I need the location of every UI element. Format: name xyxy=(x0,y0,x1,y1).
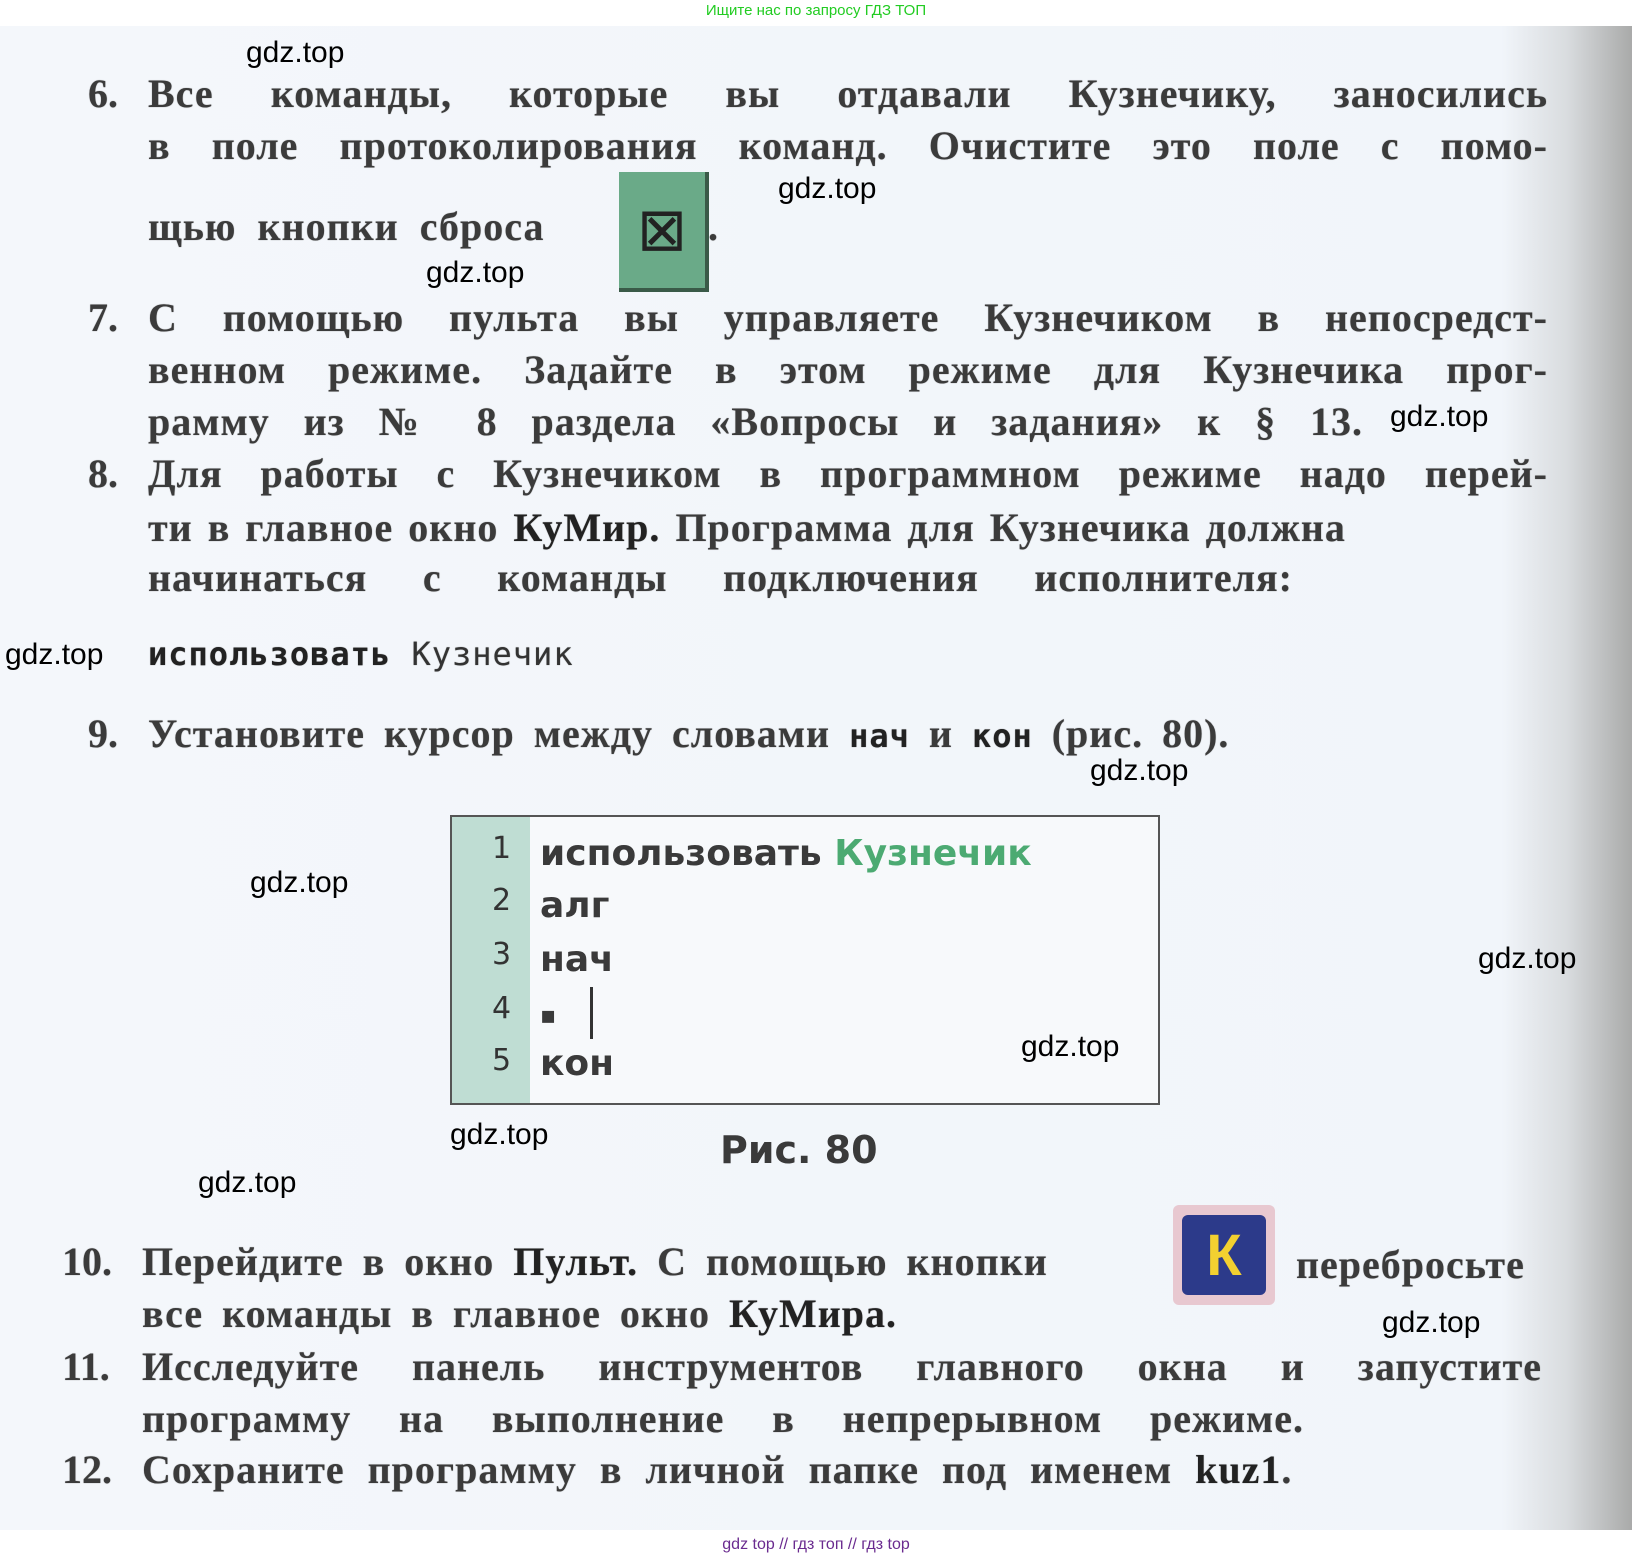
code-word: нач xyxy=(849,717,910,755)
text: Сохраните программу в личной папке под именем xyxy=(142,1447,1196,1492)
item-number: 6. xyxy=(88,71,118,116)
text-cursor xyxy=(590,987,593,1039)
watermark: gdz.top xyxy=(198,1166,297,1199)
watermark: gdz.top xyxy=(1478,942,1577,975)
watermark: gdz.top xyxy=(246,36,345,69)
k-icon: К xyxy=(1182,1215,1266,1295)
item-number: 11. xyxy=(62,1344,110,1389)
item-7-line-1: С помощью пульта вы управляете Кузнечиком в непосредст- xyxy=(148,295,1548,340)
watermark: gdz.top xyxy=(426,256,525,289)
code-line xyxy=(540,833,1032,874)
line-number: 2 xyxy=(492,883,512,918)
item-8-line-3: начинаться с команды подключения исполнителя: xyxy=(148,555,1293,600)
item-number: 7. xyxy=(88,295,118,340)
item-11-line-1: Исследуйте панель инструментов главного окна и запустите xyxy=(142,1344,1542,1389)
line-number: 4 xyxy=(492,991,512,1026)
text: С помощью кнопки xyxy=(638,1239,1048,1284)
code-line: кон xyxy=(540,1043,615,1084)
item-10-line-1 xyxy=(142,1238,1048,1286)
text: . xyxy=(1281,1447,1293,1492)
watermark: gdz.top xyxy=(778,172,877,205)
item-number: 8. xyxy=(88,451,118,496)
text: все команды в главное окно xyxy=(142,1291,729,1336)
watermark: gdz.top xyxy=(1090,754,1189,787)
item-6-line-3: щью кнопки сброса xyxy=(148,204,545,249)
code-use-line xyxy=(148,630,574,678)
item-number: 10. xyxy=(62,1239,112,1284)
code-executor-name: Кузнечик xyxy=(834,833,1032,874)
item-6-line-1: Все команды, которые вы отдавали Кузнечику, заносились xyxy=(148,71,1548,116)
line-number: 1 xyxy=(492,831,512,866)
watermark: gdz.top xyxy=(250,866,349,899)
watermark: gdz.top xyxy=(1021,1030,1120,1063)
bottom-banner: gdz top // гдз топ // гдз top xyxy=(722,1536,910,1553)
item-number: 9. xyxy=(88,711,118,756)
item-6-period: . xyxy=(708,204,719,249)
line-number: 5 xyxy=(492,1043,512,1078)
code-line: алг xyxy=(540,885,610,926)
text: (рис. 80). xyxy=(1032,711,1230,756)
kumir-term: КуМира. xyxy=(729,1291,898,1336)
line-number-gutter xyxy=(452,817,530,1103)
code-line: нач xyxy=(540,939,614,980)
figure-caption: Рис. 80 xyxy=(720,1128,878,1172)
item-10-line-1-end: перебросьте xyxy=(1296,1242,1525,1287)
watermark: gdz.top xyxy=(1382,1306,1481,1339)
line-number: 3 xyxy=(492,937,512,972)
item-7-line-3: рамму из № 8 раздела «Вопросы и задания» к § 13. xyxy=(148,399,1363,444)
reset-button xyxy=(619,172,709,292)
item-11-line-2: программу на выполнение в непрерывном режиме. xyxy=(142,1396,1304,1441)
item-10-line-2 xyxy=(142,1290,897,1338)
text: Перейдите в окно xyxy=(142,1239,514,1284)
code-line: ▪ xyxy=(540,1001,557,1029)
item-7-line-2: венном режиме. Задайте в этом режиме для Кузнечика прог- xyxy=(148,347,1548,392)
item-8-line-1: Для работы с Кузнечиком в программном режиме надо перей- xyxy=(148,451,1548,496)
code-keyword: использовать xyxy=(540,833,822,874)
code-name: Кузнечик xyxy=(411,635,574,673)
code-word: кон xyxy=(971,717,1033,755)
text: ти в главное окно xyxy=(148,505,514,550)
code-keyword: использовать xyxy=(148,635,392,673)
kumir-term: КуМир. xyxy=(513,505,661,550)
reset-icon: ⊠ xyxy=(636,197,688,263)
watermark: gdz.top xyxy=(1390,400,1489,433)
text: Установите курсор между словами xyxy=(148,711,850,756)
item-6-line-2: в поле протоколирования команд. Очистите это поле с помо- xyxy=(148,123,1548,168)
filename: kuz1 xyxy=(1195,1447,1282,1492)
watermark: gdz.top xyxy=(5,638,104,671)
item-8-line-2 xyxy=(148,504,1548,552)
item-9-line xyxy=(148,710,1229,760)
item-12-line xyxy=(142,1446,1292,1494)
watermark: gdz.top xyxy=(450,1118,549,1151)
top-banner: Ищите нас по запросу ГДЗ ТОП xyxy=(705,2,927,19)
text: и xyxy=(909,711,972,756)
text: Программа для Кузнечика должна xyxy=(660,505,1346,550)
pult-term: Пульт. xyxy=(513,1239,639,1284)
item-number: 12. xyxy=(62,1447,112,1492)
send-to-kumir-button xyxy=(1173,1205,1275,1305)
